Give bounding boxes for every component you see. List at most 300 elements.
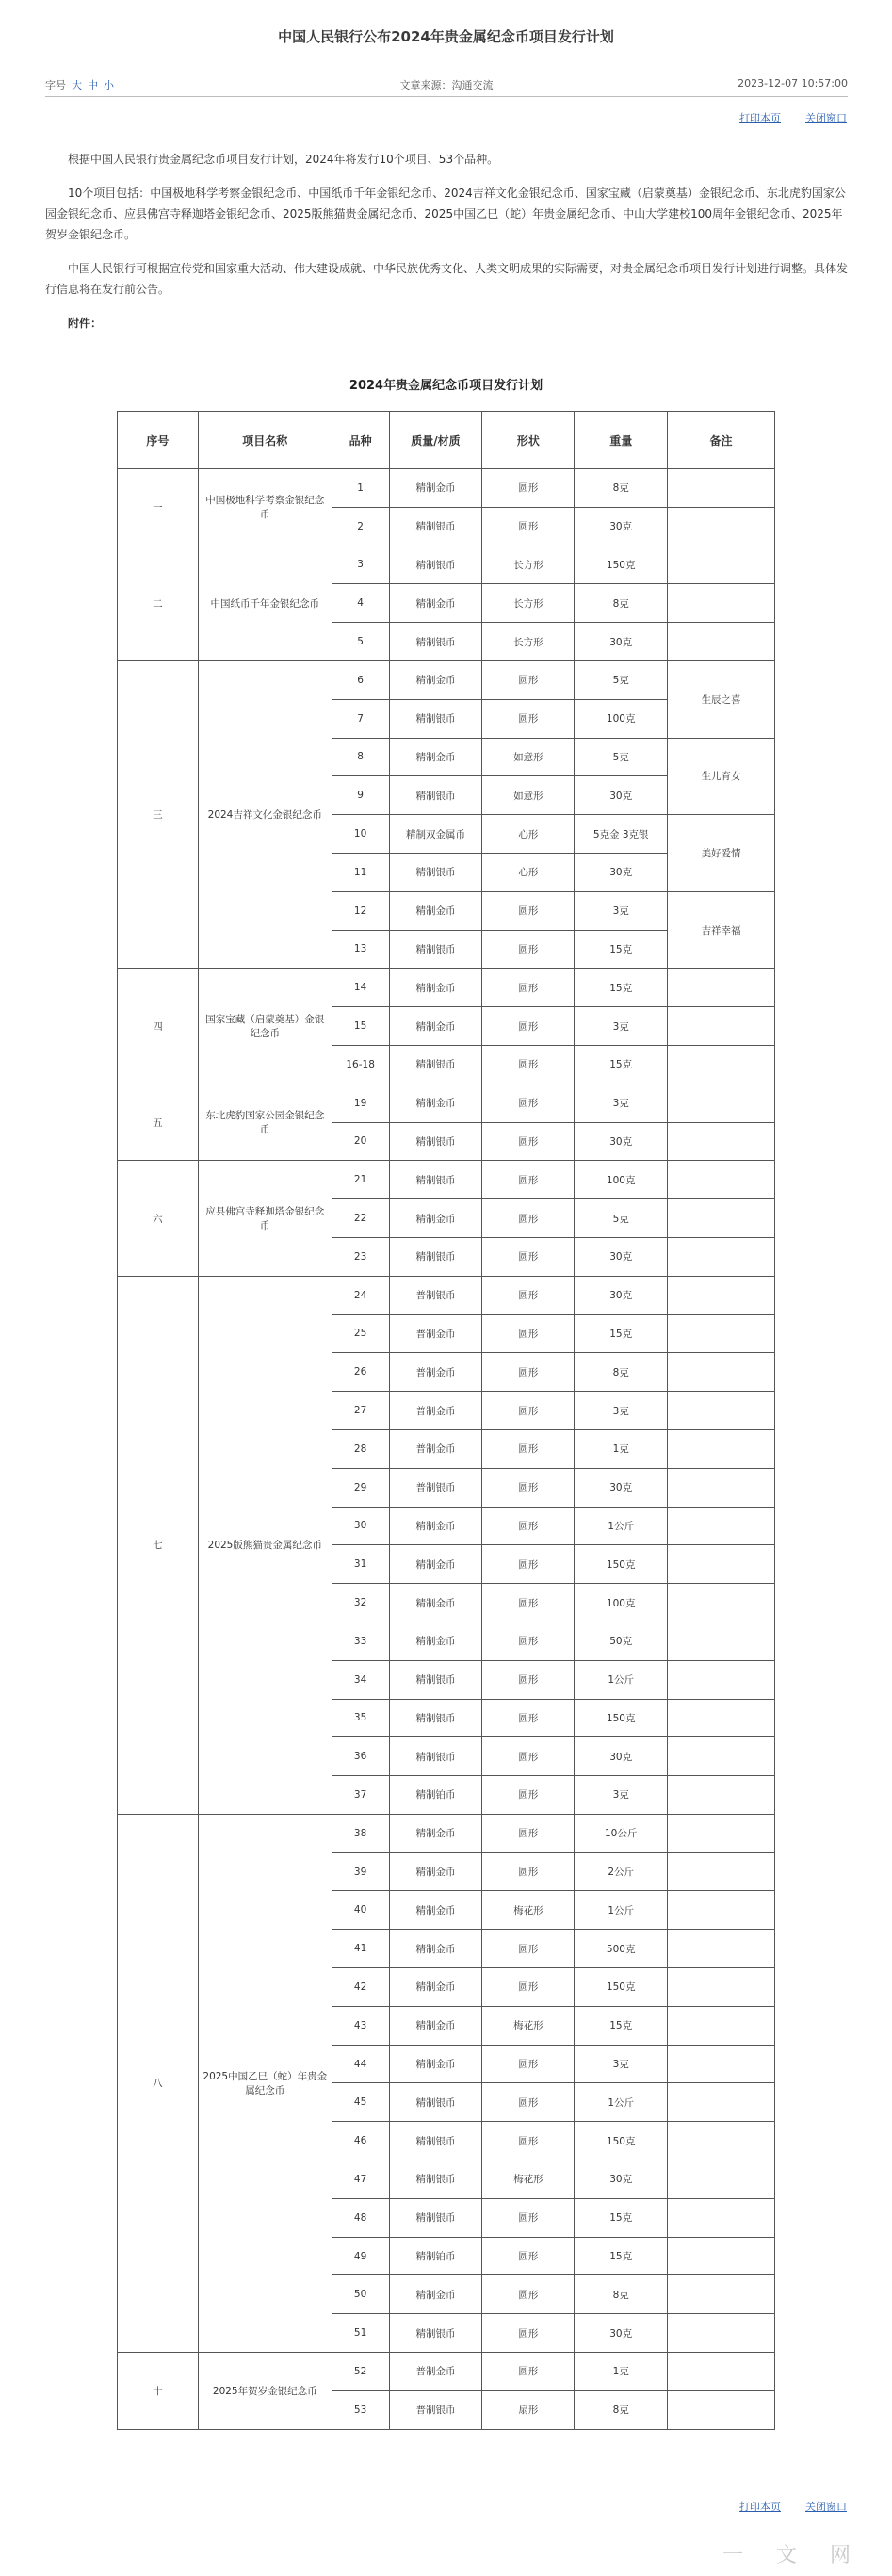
cell-quality-material: 精制金币: [389, 469, 482, 508]
cell-variety: 29: [332, 1468, 389, 1507]
cell-variety: 10: [332, 815, 389, 854]
top-actions: [715, 110, 847, 125]
cell-shape: 圆形: [482, 507, 575, 546]
cell-weight: 8克: [575, 2275, 668, 2314]
header-index: 序号: [118, 412, 199, 469]
cell-shape: 圆形: [482, 1660, 575, 1699]
cell-index: 五: [118, 1084, 199, 1161]
cell-project-name: 2024吉祥文化金银纪念币: [198, 660, 332, 968]
cell-quality-material: 精制金币: [389, 1199, 482, 1238]
cell-variety: 20: [332, 1122, 389, 1161]
cell-remark: [668, 2314, 775, 2353]
cell-index: 四: [118, 969, 199, 1084]
cell-variety: 48: [332, 2198, 389, 2237]
cell-shape: 圆形: [482, 1584, 575, 1622]
cell-weight: 1克: [575, 1429, 668, 1468]
cell-remark: [668, 1968, 775, 2007]
cell-weight: 30克: [575, 1237, 668, 1276]
cell-project-name: 2025版熊猫贵金属纪念币: [198, 1276, 332, 1814]
cell-remark: [668, 2275, 775, 2314]
cell-project-name: 2025中国乙巳（蛇）年贵金属纪念币: [198, 1814, 332, 2352]
cell-variety: 37: [332, 1776, 389, 1815]
cell-quality-material: 精制金币: [389, 969, 482, 1007]
cell-variety: 38: [332, 1814, 389, 1852]
cell-remark: [668, 623, 775, 661]
cell-quality-material: 精制金币: [389, 1852, 482, 1891]
cell-remark: [668, 1468, 775, 1507]
issue-plan-table: [117, 411, 775, 2430]
cell-quality-material: 精制金币: [389, 2275, 482, 2314]
table-row: [118, 660, 775, 699]
cell-project-name: 中国纸币千年金银纪念币: [198, 546, 332, 660]
cell-quality-material: 精制银币: [389, 2122, 482, 2160]
cell-quality-material: 精制银币: [389, 1122, 482, 1161]
cell-variety: 15: [332, 1007, 389, 1046]
cell-weight: 15克: [575, 2198, 668, 2237]
cell-weight: 100克: [575, 1161, 668, 1199]
cell-weight: 15克: [575, 969, 668, 1007]
cell-variety: 1: [332, 469, 389, 508]
cell-remark: 生辰之喜: [668, 660, 775, 738]
table-title: 2024年贵金属纪念币项目发行计划: [349, 379, 543, 393]
cell-variety: 8: [332, 738, 389, 776]
cell-index: 三: [118, 660, 199, 968]
cell-variety: 49: [332, 2237, 389, 2275]
article-source: 文章来源：沟通交流: [399, 79, 494, 91]
table-row: [118, 546, 775, 584]
cell-remark: [668, 1392, 775, 1430]
cell-weight: 150克: [575, 1699, 668, 1737]
cell-remark: [668, 1891, 775, 1930]
cell-shape: 圆形: [482, 1045, 575, 1084]
cell-variety: 6: [332, 660, 389, 699]
print-link[interactable]: 打印本页: [739, 112, 781, 124]
cell-remark: [668, 1507, 775, 1545]
cell-quality-material: 精制银币: [389, 776, 482, 815]
cell-remark: [668, 507, 775, 546]
cell-weight: 1公斤: [575, 1660, 668, 1699]
cell-variety: 11: [332, 853, 389, 891]
table-row: [118, 469, 775, 508]
cell-shape: 梅花形: [482, 2006, 575, 2045]
paragraph-summary: 根据中国人民银行贵金属纪念币项目发行计划，2024年将发行10个项目、53个品种。: [68, 153, 499, 166]
cell-remark: [668, 1737, 775, 1776]
cell-shape: 圆形: [482, 1429, 575, 1468]
cell-remark: [668, 1930, 775, 1968]
cell-quality-material: 普制金币: [389, 1314, 482, 1353]
cell-quality-material: 精制银币: [389, 507, 482, 546]
cell-remark: 生儿育女: [668, 738, 775, 815]
cell-remark: [668, 2045, 775, 2083]
cell-quality-material: 精制银币: [389, 623, 482, 661]
cell-variety: 16-18: [332, 1045, 389, 1084]
cell-shape: 梅花形: [482, 2160, 575, 2199]
cell-shape: 圆形: [482, 1545, 575, 1584]
cell-weight: 15克: [575, 930, 668, 969]
cell-variety: 44: [332, 2045, 389, 2083]
cell-quality-material: 普制银币: [389, 1276, 482, 1314]
cell-variety: 40: [332, 1891, 389, 1930]
cell-remark: [668, 1161, 775, 1199]
cell-quality-material: 精制金币: [389, 891, 482, 930]
cell-quality-material: 精制金币: [389, 1507, 482, 1545]
cell-shape: 圆形: [482, 2083, 575, 2122]
cell-shape: 圆形: [482, 1122, 575, 1161]
font-size-medium[interactable]: 中: [88, 79, 98, 91]
cell-weight: 30克: [575, 2314, 668, 2353]
close-window-link-bottom[interactable]: 关闭窗口: [805, 2501, 847, 2513]
cell-variety: 28: [332, 1429, 389, 1468]
cell-shape: 圆形: [482, 1199, 575, 1238]
font-size-large[interactable]: 大: [72, 79, 82, 91]
cell-quality-material: 精制银币: [389, 2314, 482, 2353]
cell-quality-material: 精制银币: [389, 853, 482, 891]
cell-variety: 5: [332, 623, 389, 661]
cell-project-name: 国家宝藏（启蒙奠基）金银纪念币: [198, 969, 332, 1084]
header-variety: 品种: [332, 412, 389, 469]
cell-variety: 23: [332, 1237, 389, 1276]
cell-quality-material: 普制银币: [389, 1468, 482, 1507]
cell-shape: 长方形: [482, 546, 575, 584]
cell-shape: 心形: [482, 853, 575, 891]
cell-quality-material: 精制金币: [389, 2006, 482, 2045]
cell-weight: 8克: [575, 469, 668, 508]
cell-variety: 24: [332, 1276, 389, 1314]
cell-weight: 3克: [575, 1007, 668, 1046]
cell-quality-material: 精制银币: [389, 546, 482, 584]
cell-variety: 2: [332, 507, 389, 546]
cell-shape: 圆形: [482, 1852, 575, 1891]
cell-shape: 圆形: [482, 1007, 575, 1046]
cell-weight: 3克: [575, 1084, 668, 1122]
cell-variety: 52: [332, 2353, 389, 2391]
cell-shape: 如意形: [482, 776, 575, 815]
cell-weight: 5克: [575, 1199, 668, 1238]
cell-weight: 8克: [575, 1353, 668, 1392]
cell-quality-material: 精制银币: [389, 699, 482, 738]
cell-quality-material: 精制银币: [389, 1161, 482, 1199]
cell-quality-material: 精制银币: [389, 2198, 482, 2237]
cell-shape: 圆形: [482, 1468, 575, 1507]
cell-shape: 圆形: [482, 660, 575, 699]
cell-remark: [668, 1622, 775, 1660]
paragraph-projects: 10个项目包括：中国极地科学考察金银纪念币、中国纸币千年金银纪念币、2024吉祥文化金银纪念币、国家宝藏（启蒙奠基）金银纪念币、东北虎豹国家公园金银纪念币、应县佛宫寺释迦塔金银纪念币、2025版熊猫贵金属纪念币、2025中国乙巳（蛇）年贵金属纪念币、中山大学建校100周年金银纪念币、2025年贺岁金银纪念币。: [45, 187, 846, 241]
cell-shape: 圆形: [482, 1507, 575, 1545]
site-watermark: 一 文 网: [722, 2544, 864, 2568]
cell-variety: 13: [332, 930, 389, 969]
cell-quality-material: 精制银币: [389, 1237, 482, 1276]
cell-shape: 圆形: [482, 699, 575, 738]
cell-quality-material: 精制金币: [389, 738, 482, 776]
cell-shape: 圆形: [482, 1353, 575, 1392]
close-window-link[interactable]: 关闭窗口: [805, 112, 847, 124]
cell-variety: 43: [332, 2006, 389, 2045]
cell-remark: [668, 469, 775, 508]
cell-weight: 30克: [575, 1276, 668, 1314]
cell-shape: 圆形: [482, 1276, 575, 1314]
cell-quality-material: 普制金币: [389, 1353, 482, 1392]
cell-shape: 如意形: [482, 738, 575, 776]
cell-shape: 圆形: [482, 2314, 575, 2353]
cell-weight: 5克: [575, 738, 668, 776]
cell-variety: 50: [332, 2275, 389, 2314]
cell-variety: 21: [332, 1161, 389, 1199]
cell-shape: 圆形: [482, 2198, 575, 2237]
cell-quality-material: 精制双金属币: [389, 815, 482, 854]
cell-weight: 30克: [575, 1737, 668, 1776]
cell-remark: [668, 546, 775, 584]
cell-remark: [668, 1007, 775, 1046]
cell-weight: 3克: [575, 2045, 668, 2083]
cell-project-name: 中国极地科学考察金银纪念币: [198, 469, 332, 546]
header-weight: 重量: [575, 412, 668, 469]
cell-shape: 长方形: [482, 584, 575, 623]
header-remark: 备注: [668, 412, 775, 469]
cell-quality-material: 精制金币: [389, 1584, 482, 1622]
cell-shape: 圆形: [482, 969, 575, 1007]
cell-remark: [668, 1584, 775, 1622]
cell-variety: 30: [332, 1507, 389, 1545]
cell-shape: 圆形: [482, 2353, 575, 2391]
cell-quality-material: 精制银币: [389, 2083, 482, 2122]
cell-weight: 5克金 3克银: [575, 815, 668, 854]
cell-quality-material: 精制金币: [389, 1622, 482, 1660]
cell-remark: [668, 1276, 775, 1314]
cell-quality-material: 精制银币: [389, 1660, 482, 1699]
cell-remark: [668, 1429, 775, 1468]
cell-variety: 22: [332, 1199, 389, 1238]
cell-weight: 2公斤: [575, 1852, 668, 1891]
paragraph-adjustment: 中国人民银行可根据宣传党和国家重大活动、伟大建设成就、中华民族优秀文化、人类文明成果的实际需要，对贵金属纪念币项目发行计划进行调整。具体发行信息将在发行前公告。: [45, 262, 849, 296]
cell-weight: 1公斤: [575, 1891, 668, 1930]
cell-shape: 圆形: [482, 1622, 575, 1660]
cell-weight: 100克: [575, 699, 668, 738]
cell-remark: [668, 1122, 775, 1161]
cell-weight: 500克: [575, 1930, 668, 1968]
cell-variety: 35: [332, 1699, 389, 1737]
cell-variety: 42: [332, 1968, 389, 2007]
article-body: [45, 149, 848, 347]
cell-variety: 46: [332, 2122, 389, 2160]
cell-weight: 30克: [575, 1122, 668, 1161]
cell-weight: 30克: [575, 623, 668, 661]
table-row: [118, 1084, 775, 1122]
cell-weight: 1公斤: [575, 2083, 668, 2122]
cell-remark: [668, 1814, 775, 1852]
cell-remark: [668, 1199, 775, 1238]
publish-date: 2023-12-07 10:57:00: [738, 77, 848, 90]
font-size-label: 字号: [45, 79, 66, 91]
cell-remark: [668, 2390, 775, 2429]
cell-quality-material: 精制银币: [389, 930, 482, 969]
cell-weight: 15克: [575, 2006, 668, 2045]
cell-remark: [668, 2160, 775, 2199]
cell-weight: 150克: [575, 1968, 668, 2007]
cell-shape: 心形: [482, 815, 575, 854]
cell-variety: 7: [332, 699, 389, 738]
cell-project-name: 应县佛宫寺释迦塔金银纪念币: [198, 1161, 332, 1276]
print-link-bottom[interactable]: 打印本页: [739, 2501, 781, 2513]
cell-variety: 25: [332, 1314, 389, 1353]
cell-project-name: 2025年贺岁金银纪念币: [198, 2353, 332, 2430]
cell-weight: 30克: [575, 776, 668, 815]
cell-quality-material: 精制铂币: [389, 2237, 482, 2275]
cell-quality-material: 精制金币: [389, 1930, 482, 1968]
cell-variety: 14: [332, 969, 389, 1007]
table-body: [118, 469, 775, 2430]
cell-remark: [668, 1660, 775, 1699]
header-quality-material: 质量/材质: [389, 412, 482, 469]
cell-quality-material: 精制银币: [389, 1699, 482, 1737]
cell-weight: 150克: [575, 546, 668, 584]
cell-variety: 53: [332, 2390, 389, 2429]
cell-weight: 3克: [575, 891, 668, 930]
table-row: [118, 1814, 775, 1852]
cell-quality-material: 精制金币: [389, 1968, 482, 2007]
cell-remark: [668, 1545, 775, 1584]
cell-weight: 150克: [575, 2122, 668, 2160]
cell-quality-material: 普制金币: [389, 2353, 482, 2391]
cell-remark: [668, 2237, 775, 2275]
table-row: [118, 1276, 775, 1314]
cell-remark: [668, 1353, 775, 1392]
cell-variety: 3: [332, 546, 389, 584]
cell-shape: 圆形: [482, 1699, 575, 1737]
cell-weight: 30克: [575, 507, 668, 546]
cell-weight: 30克: [575, 853, 668, 891]
cell-quality-material: 普制金币: [389, 1429, 482, 1468]
cell-shape: 圆形: [482, 1161, 575, 1199]
cell-remark: [668, 1237, 775, 1276]
cell-variety: 51: [332, 2314, 389, 2353]
cell-shape: 圆形: [482, 1968, 575, 2007]
cell-variety: 41: [332, 1930, 389, 1968]
cell-quality-material: 精制金币: [389, 1007, 482, 1046]
cell-project-name: 东北虎豹国家公园金银纪念币: [198, 1084, 332, 1161]
header-shape: 形状: [482, 412, 575, 469]
cell-remark: [668, 584, 775, 623]
cell-weight: 1公斤: [575, 1507, 668, 1545]
cell-weight: 15克: [575, 2237, 668, 2275]
cell-remark: [668, 2198, 775, 2237]
table-row: [118, 2353, 775, 2391]
font-size-switcher: [45, 77, 114, 92]
cell-remark: [668, 2353, 775, 2391]
cell-quality-material: 精制金币: [389, 2045, 482, 2083]
cell-weight: 8克: [575, 2390, 668, 2429]
cell-index: 十: [118, 2353, 199, 2430]
cell-index: 七: [118, 1276, 199, 1814]
header-project: 项目名称: [198, 412, 332, 469]
table-row: [118, 969, 775, 1007]
cell-remark: [668, 2083, 775, 2122]
cell-weight: 50克: [575, 1622, 668, 1660]
cell-index: 六: [118, 1161, 199, 1276]
cell-variety: 9: [332, 776, 389, 815]
cell-shape: 圆形: [482, 2275, 575, 2314]
cell-quality-material: 精制金币: [389, 1084, 482, 1122]
cell-variety: 32: [332, 1584, 389, 1622]
cell-weight: 15克: [575, 1314, 668, 1353]
cell-shape: 圆形: [482, 1237, 575, 1276]
page-title: 中国人民银行公布2024年贵金属纪念币项目发行计划: [278, 28, 614, 45]
cell-variety: 12: [332, 891, 389, 930]
cell-variety: 33: [332, 1622, 389, 1660]
cell-shape: 圆形: [482, 930, 575, 969]
cell-shape: 梅花形: [482, 1891, 575, 1930]
cell-remark: [668, 969, 775, 1007]
cell-remark: [668, 2122, 775, 2160]
cell-weight: 8克: [575, 584, 668, 623]
cell-quality-material: 精制金币: [389, 1891, 482, 1930]
cell-shape: 圆形: [482, 2045, 575, 2083]
cell-quality-material: 精制金币: [389, 1814, 482, 1852]
cell-shape: 圆形: [482, 1084, 575, 1122]
cell-quality-material: 精制银币: [389, 1045, 482, 1084]
cell-shape: 圆形: [482, 1930, 575, 1968]
cell-weight: 3克: [575, 1392, 668, 1430]
cell-index: 一: [118, 469, 199, 546]
cell-shape: 圆形: [482, 891, 575, 930]
cell-shape: 圆形: [482, 1814, 575, 1852]
cell-quality-material: 精制金币: [389, 660, 482, 699]
cell-shape: 长方形: [482, 623, 575, 661]
cell-weight: 1克: [575, 2353, 668, 2391]
cell-quality-material: 精制铂币: [389, 1776, 482, 1815]
article-meta: [45, 73, 848, 97]
cell-remark: [668, 1699, 775, 1737]
cell-variety: 39: [332, 1852, 389, 1891]
cell-variety: 47: [332, 2160, 389, 2199]
cell-variety: 34: [332, 1660, 389, 1699]
font-size-small[interactable]: 小: [104, 79, 114, 91]
cell-quality-material: 精制金币: [389, 584, 482, 623]
cell-quality-material: 普制银币: [389, 2390, 482, 2429]
cell-index: 八: [118, 1814, 199, 2352]
cell-shape: 圆形: [482, 1314, 575, 1353]
cell-variety: 4: [332, 584, 389, 623]
cell-quality-material: 精制金币: [389, 1545, 482, 1584]
cell-variety: 26: [332, 1353, 389, 1392]
cell-weight: 30克: [575, 2160, 668, 2199]
table-row: [118, 1161, 775, 1199]
cell-quality-material: 普制金币: [389, 1392, 482, 1430]
cell-variety: 31: [332, 1545, 389, 1584]
cell-remark: [668, 1045, 775, 1084]
cell-weight: 15克: [575, 1045, 668, 1084]
cell-weight: 150克: [575, 1545, 668, 1584]
cell-quality-material: 精制银币: [389, 1737, 482, 1776]
cell-shape: 圆形: [482, 1392, 575, 1430]
table-header-row: [118, 412, 775, 469]
cell-weight: 100克: [575, 1584, 668, 1622]
cell-remark: [668, 1776, 775, 1815]
cell-shape: 圆形: [482, 2237, 575, 2275]
cell-index: 二: [118, 546, 199, 660]
cell-remark: 吉祥幸福: [668, 891, 775, 969]
cell-variety: 36: [332, 1737, 389, 1776]
cell-variety: 27: [332, 1392, 389, 1430]
cell-shape: 扇形: [482, 2390, 575, 2429]
cell-shape: 圆形: [482, 469, 575, 508]
cell-remark: [668, 2006, 775, 2045]
cell-weight: 10公斤: [575, 1814, 668, 1852]
cell-shape: 圆形: [482, 2122, 575, 2160]
cell-remark: [668, 1084, 775, 1122]
bottom-actions: [715, 2499, 847, 2514]
cell-variety: 19: [332, 1084, 389, 1122]
cell-remark: [668, 1314, 775, 1353]
